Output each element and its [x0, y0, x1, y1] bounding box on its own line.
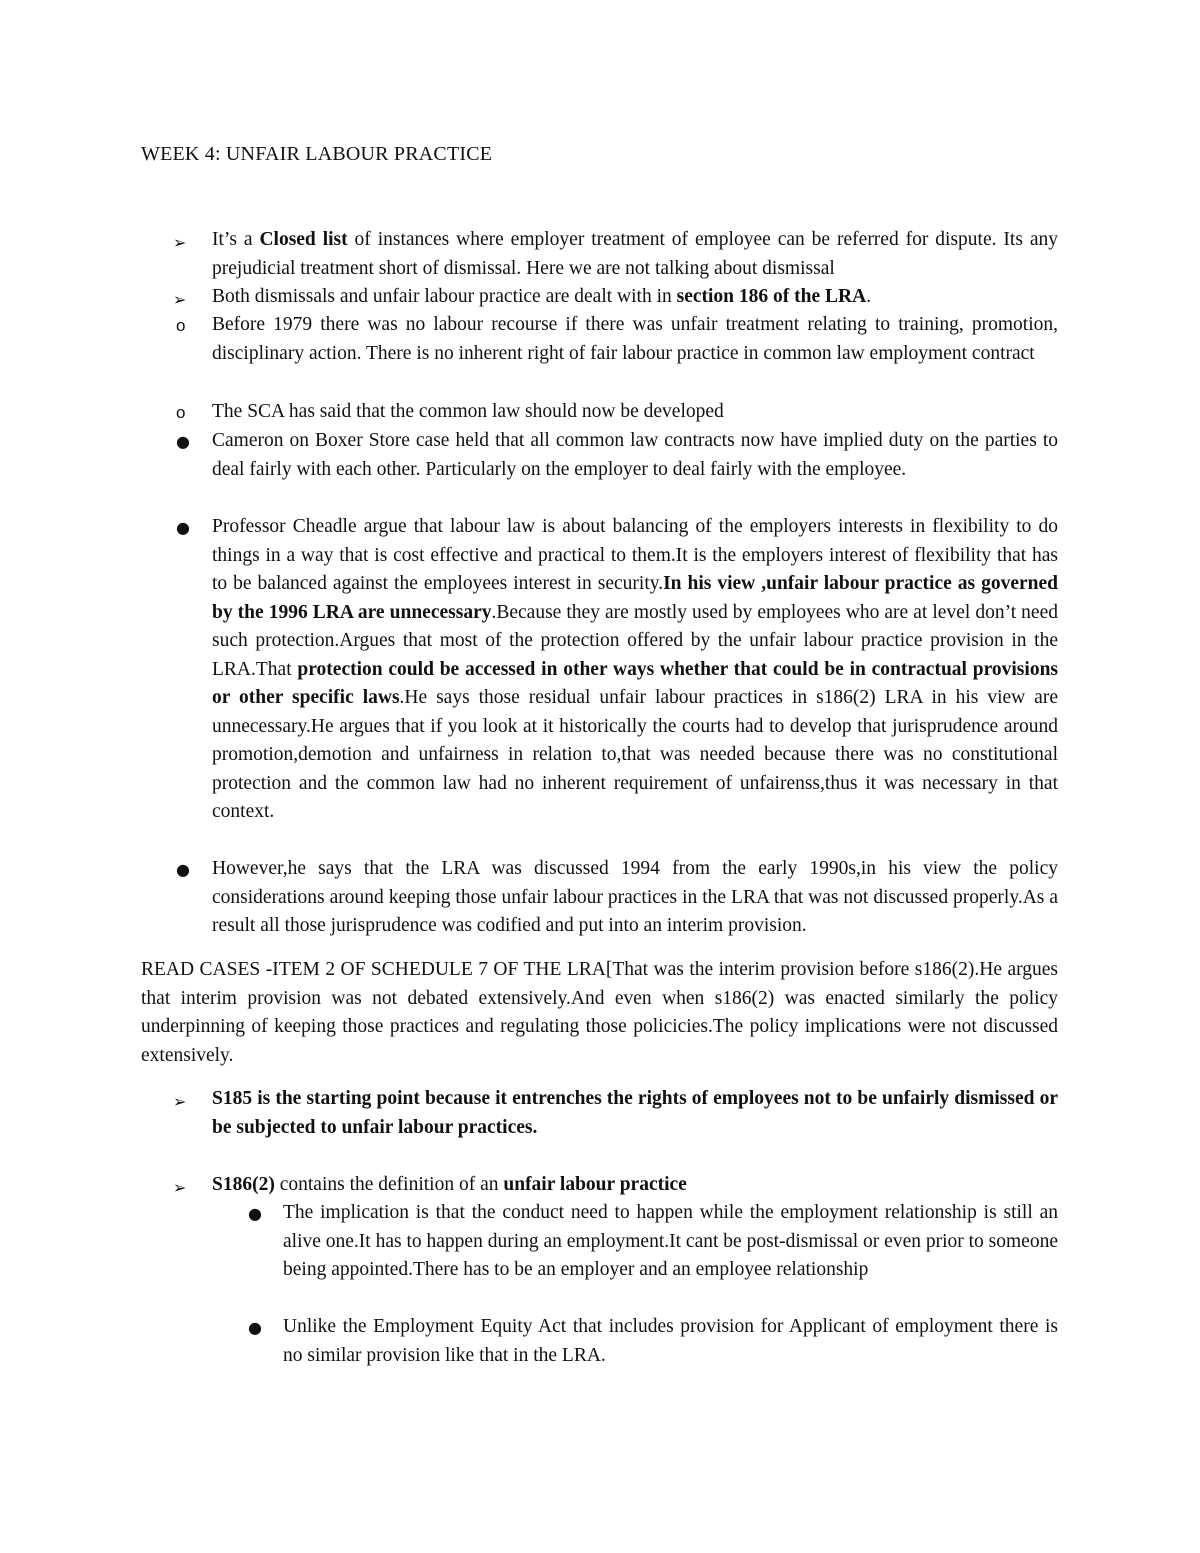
- list-item: Cameron on Boxer Store case held that all common law contracts now have implied duty on the parties to deal fairly with each other. Particularly on the employer to deal fairly with the employee.: [212, 430, 1058, 480]
- sub-list-item: The implication is that the conduct need to happen while the employment relationship is still an alive one.It has to happen during an employment.It cant be post-dismissal or even prior to someone being appointed.There has to be an employer and an employee relationship: [283, 1202, 1058, 1280]
- arrow-bullet-icon: ➢: [173, 1178, 187, 1197]
- list-item: It’s a Closed list of instances where employer treatment of employee can be referred for dispute. Its any prejudicial treatment short of dismissal. Here we are not talking about dismissal: [212, 229, 1059, 279]
- protection-emphasis: protection could be accessed in other ways whether that could be in contractual provisions or other specific laws: [212, 658, 1059, 708]
- list-item: The SCA has said that the common law should now be developed: [212, 401, 724, 422]
- dot-bullet-icon: ●: [248, 1318, 262, 1337]
- circle-bullet-icon: o: [176, 403, 186, 422]
- dot-bullet-icon: ●: [176, 860, 190, 879]
- list-item: However,he says that the LRA was discussed 1994 from the early 1990s,in his view the policy considerations around keeping those unfair labour practices in the LRA that was not discussed properly.As a result all those jurisprudence was codified and put into an interim provision.: [212, 858, 1058, 936]
- list-item: Both dismissals and unfair labour practice are dealt with in section 186 of the LRA.: [212, 286, 872, 307]
- view-emphasis: In his view ,unfair labour practice as governed by the 1996 LRA are unnecessary: [212, 573, 1058, 623]
- dot-bullet-icon: ●: [248, 1204, 262, 1223]
- page-title: WEEK 4: UNFAIR LABOUR PRACTICE: [141, 143, 493, 165]
- dot-bullet-icon: ●: [176, 432, 190, 451]
- body-paragraph: READ CASES -ITEM 2 OF SCHEDULE 7 OF THE LRA[That was the interim provision before s186(2).He argues that interim provision was not debated extensively.And even when s186(2) was enacted similarly the policy underpinning of keeping those practices and regulating those policicies.The policy implications were not discussed extensively.: [141, 959, 1058, 1066]
- closed-list-emphasis: Closed list: [259, 229, 348, 250]
- arrow-bullet-icon: ➢: [173, 1092, 187, 1111]
- sub-list-item: Unlike the Employment Equity Act that includes provision for Applicant of employment there is no similar provision like that in the LRA.: [283, 1316, 1058, 1366]
- circle-bullet-icon: o: [176, 316, 186, 335]
- arrow-bullet-icon: ➢: [173, 290, 187, 309]
- list-item: S186(2) contains the definition of an unfair labour practice: [212, 1174, 687, 1195]
- list-item: Before 1979 there was no labour recourse if there was unfair treatment relating to training, promotion, disciplinary action. There is no inherent right of fair labour practice in common law employment contract: [212, 314, 1058, 364]
- dot-bullet-icon: ●: [176, 518, 190, 537]
- list-item: Professor Cheadle argue that labour law is about balancing of the employers interests in flexibility to do things in a way that is cost effective and practical to them.It is the employers interest of flexibility that has to be balanced against the employees interest in security.In his view ,unfair labour practice as governed by the 1996 LRA are unnecessary.Because they are mostly used by employees who are at level don’t need such protection.Argues that most of the protection offered by the unfair labour practice provision in the LRA.That protection could be accessed in other ways whether that could be in contractual provisions or other specific laws.He says those residual unfair labour practices in s186(2) LRA in his view are unnecessary.He argues that if you look at it historically the courts had to develop that jurisprudence around promotion,demotion and unfairness in relation to,that was needed because there was no constitutional protection and the common law had no inherent requirement of unfairenss,thus it was necessary in that context.: [212, 516, 1059, 822]
- section-reference: S186(2): [212, 1174, 275, 1195]
- list-item: S185 is the starting point because it entrenches the rights of employees not to be unfairly dismissed or be subjected to unfair labour practices.: [212, 1088, 1058, 1138]
- arrow-bullet-icon: ➢: [173, 233, 187, 252]
- section-reference: section 186 of the LRA: [676, 286, 867, 307]
- term-emphasis: unfair labour practice: [503, 1174, 687, 1195]
